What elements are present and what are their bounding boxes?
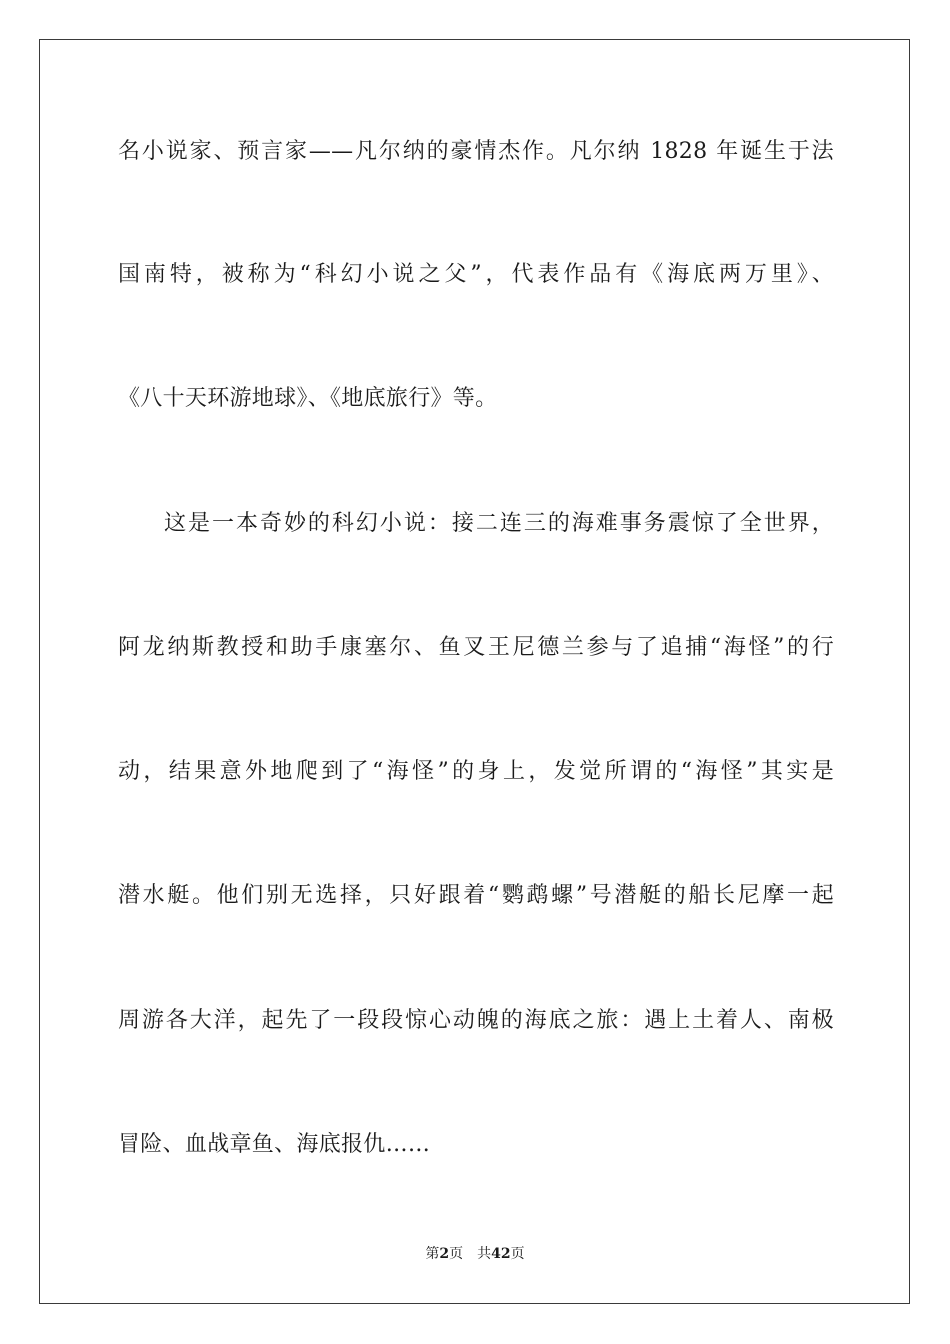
paragraph-line: 名小说家、预言家——凡尔纳的豪情杰作。凡尔纳 1828 年诞生于法 — [118, 139, 834, 164]
paragraph-line: 《八十天环游地球》、《地底旅行》等。 — [118, 386, 498, 411]
paragraph-line: 动，结果意外地爬到了“海怪”的身上，发觉所谓的“海怪”其实是 — [118, 759, 834, 784]
total-suffix: 页 — [510, 1246, 525, 1262]
page-suffix: 页 — [449, 1246, 464, 1262]
paragraph-line: 冒险、血战章鱼、海底报仇…… — [118, 1132, 431, 1157]
paragraph-line: 国南特，被称为“科幻小说之父”，代表作品有《海底两万里》、 — [118, 262, 834, 287]
paragraph-line: 周游各大洋，起先了一段段惊心动魄的海底之旅：遇上土着人、南极 — [118, 1008, 834, 1033]
paragraph-line: 这是一本奇妙的科幻小说：接二连三的海难事务震惊了全世界， — [164, 511, 834, 536]
page-footer — [0, 1245, 950, 1263]
total-prefix: 共 — [477, 1246, 492, 1262]
page-prefix: 第 — [425, 1246, 440, 1262]
total-pages: 42 — [491, 1246, 511, 1262]
paragraph-line: 潜水艇。他们别无选择，只好跟着“鹦鹉螺”号潜艇的船长尼摩一起 — [118, 883, 834, 908]
paragraph-line: 阿龙纳斯教授和助手康塞尔、鱼叉王尼德兰参与了追捕“海怪”的行 — [118, 635, 834, 660]
page-border — [39, 39, 910, 1304]
page-number: 2 — [439, 1246, 450, 1262]
